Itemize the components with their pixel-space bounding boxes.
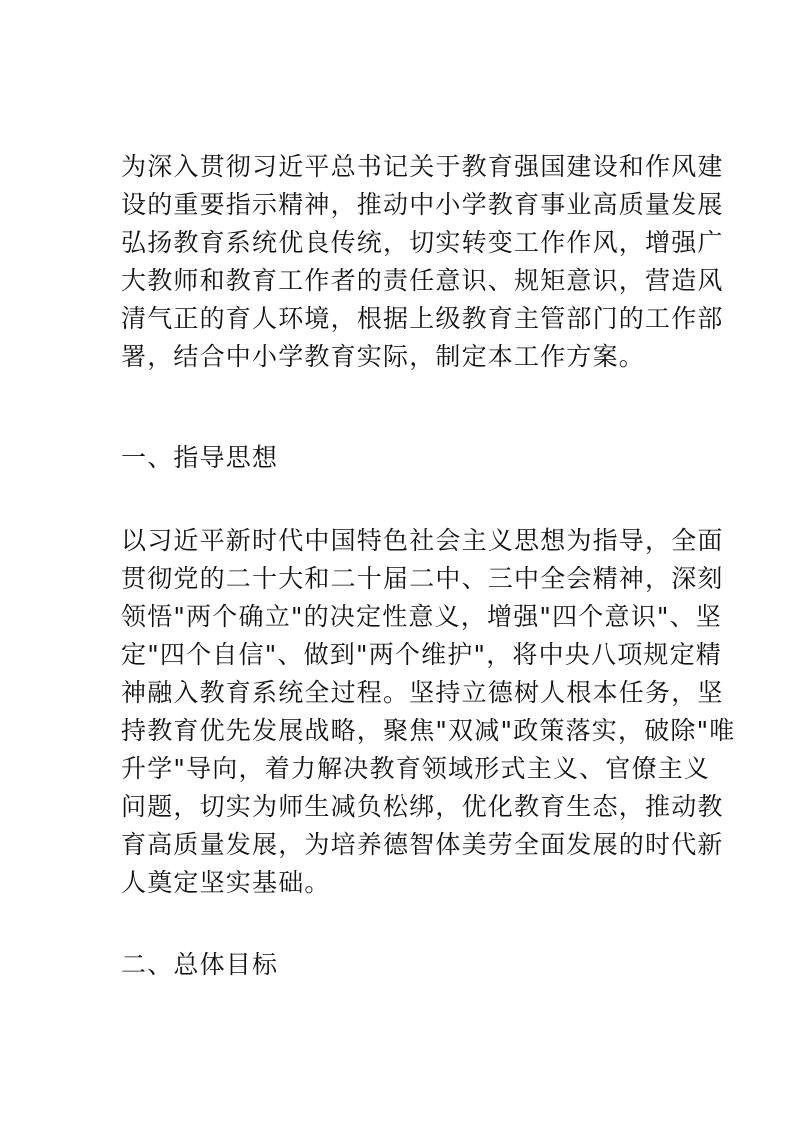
spacer [121,376,677,439]
intro-paragraph [121,148,724,376]
paragraph-line: 设的重要指示精神，推动中小学教育事业高质量发展 [121,190,724,219]
paragraph-line: 问题，切实为师生减负松绑，优化教育生态，推动教 [121,792,724,821]
paragraph-line: 清气正的育人环境，根据上级教育主管部门的工作部 [121,304,724,333]
document-page [121,148,736,984]
paragraph-line: 升学"导向，着力解决教育领域形式主义、官僚主义 [121,754,711,783]
paragraph-line: 人奠定坚实基础。 [121,868,331,897]
section-heading-overall-goals: 二、总体目标 [121,950,279,979]
section-heading-guiding-ideology: 一、指导思想 [121,443,279,472]
paragraph-line: 神融入教育系统全过程。坚持立德树人根本任务，坚 [121,678,724,707]
paragraph-line: 领悟"两个确立"的决定性意义，增强"四个意识"、坚 [121,602,722,631]
guiding-ideology-paragraph [121,522,736,902]
spacer [121,477,677,522]
paragraph-line: 大教师和教育工作者的责任意识、规矩意识，营造风 [121,266,724,295]
paragraph-line: 贯彻党的二十大和二十届二中、三中全会精神，深刻 [121,564,724,593]
paragraph-line: 为深入贯彻习近平总书记关于教育强国建设和作风建 [121,152,724,181]
paragraph-line: 持教育优先发展战略，聚焦"双减"政策落实，破除"唯 [121,716,736,745]
spacer [121,902,677,946]
paragraph-line: 以习近平新时代中国特色社会主义思想为指导，全面 [121,526,724,555]
paragraph-line: 署，结合中小学教育实际，制定本工作方案。 [121,342,646,371]
paragraph-line: 定"四个自信"、做到"两个维护"，将中央八项规定精 [121,640,722,669]
paragraph-line: 弘扬教育系统优良传统，切实转变工作作风，增强广 [121,228,724,257]
paragraph-line: 育高质量发展，为培养德智体美劳全面发展的时代新 [121,830,724,859]
